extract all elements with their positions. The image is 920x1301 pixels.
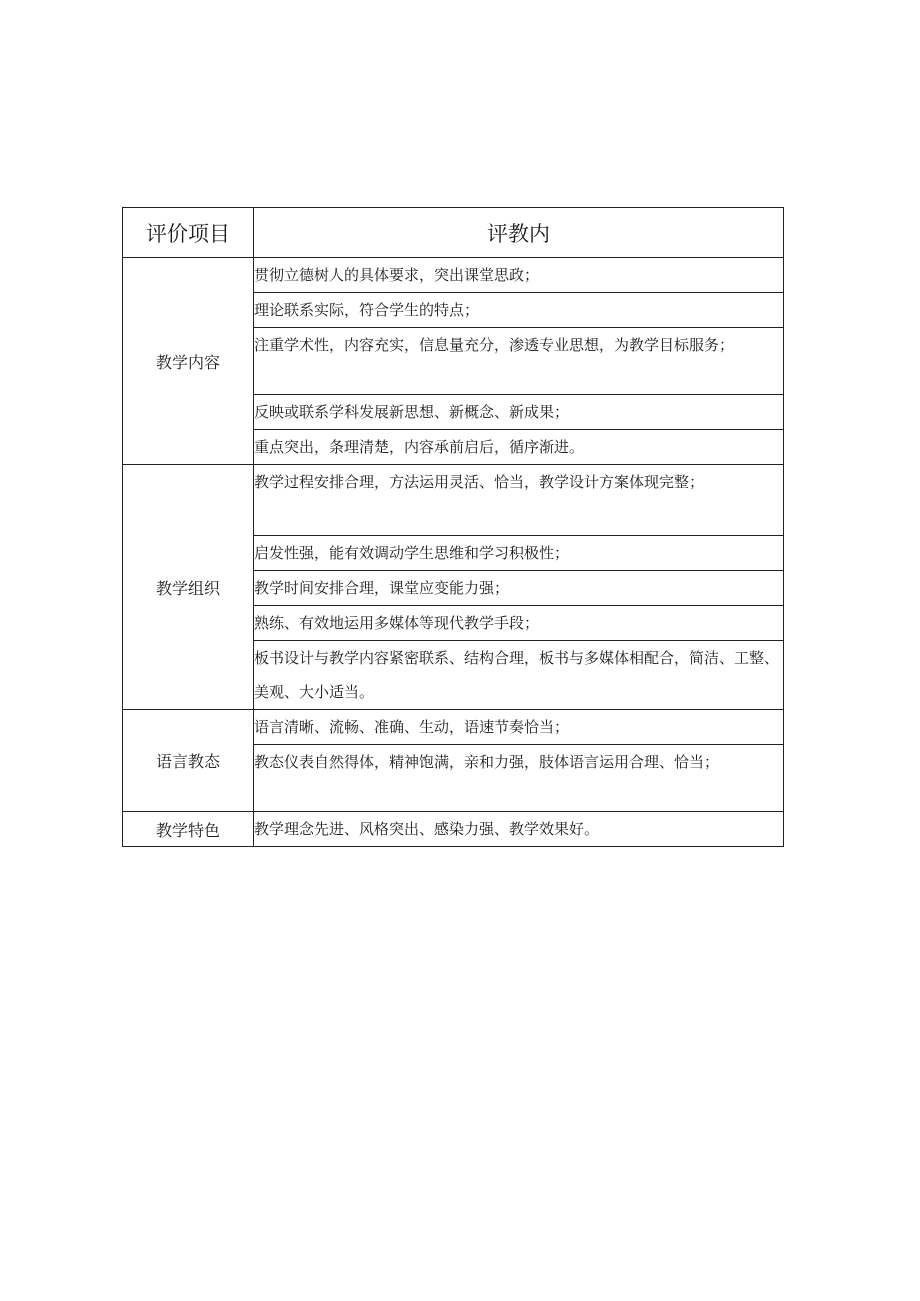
category-teaching-organization: 教学组织 (123, 465, 254, 710)
criterion-item: 反映或联系学科发展新思想、新概念、新成果； (254, 395, 784, 430)
table-row (123, 812, 784, 847)
criterion-item: 注重学术性，内容充实，信息量充分，渗透专业思想，为教学目标服务； (254, 328, 784, 395)
criterion-item: 教学理念先进、风格突出、感染力强、教学效果好。 (254, 812, 784, 847)
criterion-item: 教态仪表自然得体，精神饱满，亲和力强，肢体语言运用合理、恰当； (254, 745, 784, 812)
header-item: 评价项目 (123, 208, 254, 258)
table-row (123, 465, 784, 536)
category-teaching-features: 教学特色 (123, 812, 254, 847)
category-teaching-content: 教学内容 (123, 258, 254, 465)
header-content: 评教内 (254, 208, 784, 258)
criterion-item: 板书设计与教学内容紧密联系、结构合理，板书与多媒体相配合，简洁、工整、美观、大小适当。 (254, 641, 784, 710)
criterion-item: 教学时间安排合理，课堂应变能力强； (254, 571, 784, 606)
category-language-manner: 语言教态 (123, 710, 254, 812)
criterion-item: 语言清晰、流畅、准确、生动，语速节奏恰当； (254, 710, 784, 745)
criterion-item: 理论联系实际，符合学生的特点； (254, 293, 784, 328)
criterion-item: 贯彻立德树人的具体要求，突出课堂思政； (254, 258, 784, 293)
table-row (123, 258, 784, 293)
table-row (123, 710, 784, 745)
criterion-item: 重点突出，条理清楚，内容承前启后，循序渐进。 (254, 430, 784, 465)
header-row (123, 208, 784, 258)
criterion-item: 教学过程安排合理，方法运用灵活、恰当，教学设计方案体现完整； (254, 465, 784, 536)
criterion-item: 熟练、有效地运用多媒体等现代教学手段； (254, 606, 784, 641)
evaluation-table (122, 207, 784, 847)
criterion-item: 启发性强，能有效调动学生思维和学习积极性； (254, 536, 784, 571)
